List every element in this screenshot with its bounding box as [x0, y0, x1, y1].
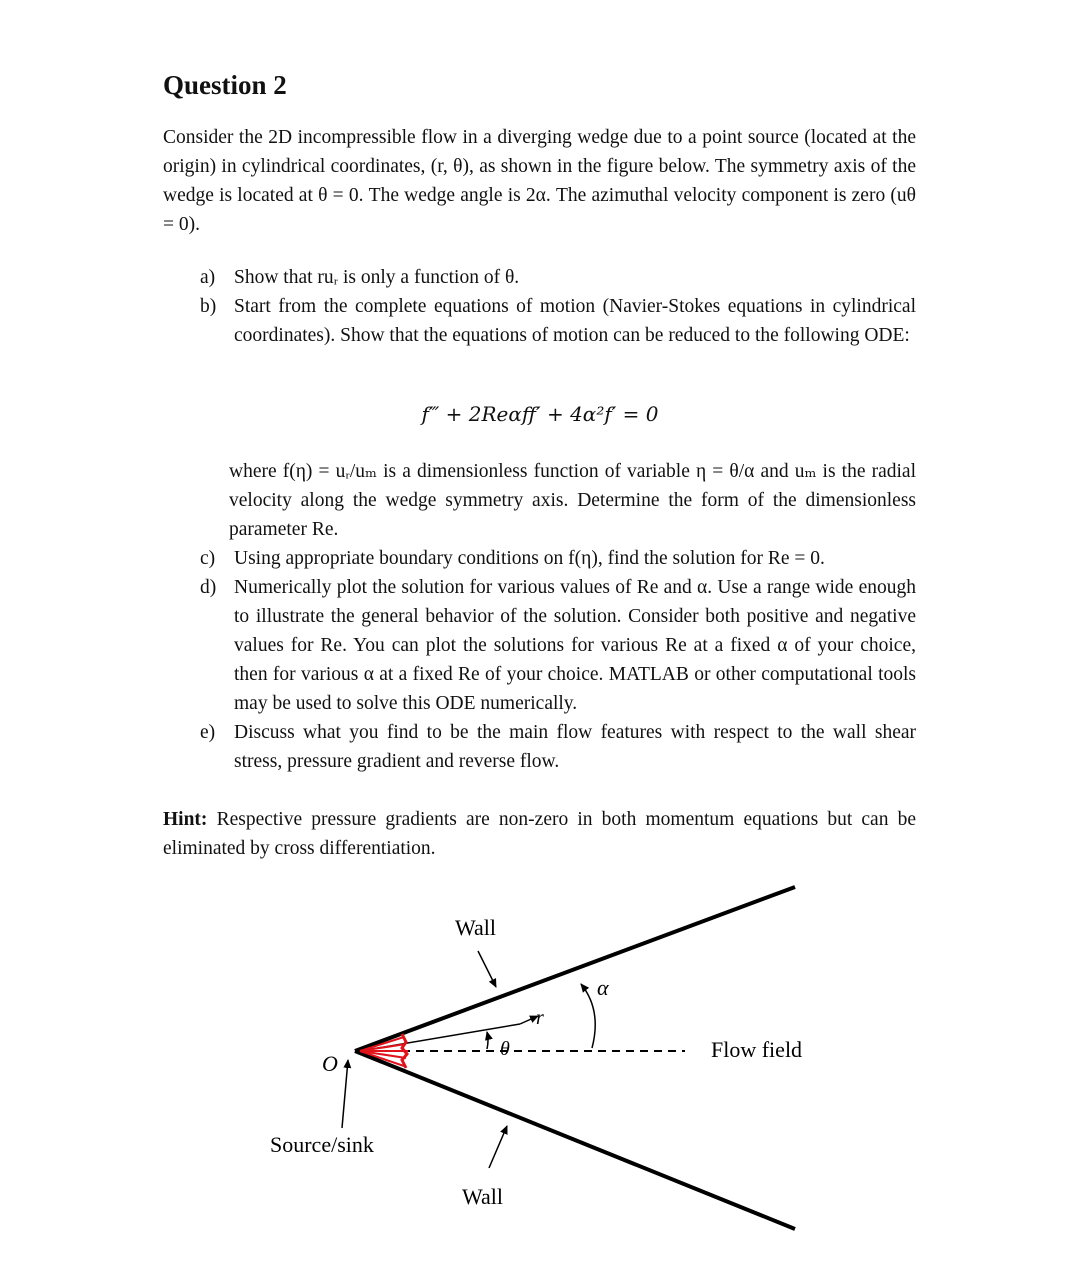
- origin-label: O: [322, 1051, 338, 1076]
- alpha-label: α: [597, 975, 609, 1000]
- lower-wall-line: [355, 1051, 795, 1229]
- question-title: Question 2: [163, 70, 287, 100]
- part-a-text: Show that ruᵣ is only a function of θ.: [234, 267, 520, 288]
- part-a-label: a): [200, 267, 216, 288]
- bottom-wall-arrow: [489, 1126, 507, 1168]
- where-paragraph: where f(η) = uᵣ/uₘ is a dimensionless function of variable η = θ/α and uₘ is the radial velocity along the wedge symmetry axis. Determine the form of the dimensionless parameter Re.: [229, 461, 916, 540]
- part-e-label: e): [200, 722, 216, 743]
- ode-equation: f‴ + 2Reαff′ + 4α²f′ = 0: [421, 402, 659, 426]
- theta-arc-icon: [487, 1032, 488, 1049]
- theta-label: θ: [500, 1038, 510, 1060]
- part-b-text: Start from the complete equations of motion (Navier-Stokes equations in cylindrical coordinates). Show that the equations of motion can be reduced to the following ODE:: [234, 296, 916, 346]
- part-c-label: c): [200, 548, 216, 569]
- part-c-text: Using appropriate boundary conditions on f(η), find the solution for Re = 0.: [234, 548, 825, 569]
- upper-wall-line: [355, 887, 795, 1051]
- part-e-text: Discuss what you find to be the main flow features with respect to the wall shear stress, pressure gradient and reverse flow.: [234, 722, 916, 772]
- top-wall-arrow: [478, 951, 496, 987]
- part-b-label: b): [200, 296, 217, 317]
- bottom-wall-label: Wall: [462, 1184, 503, 1209]
- flow-field-label: Flow field: [711, 1037, 803, 1062]
- source-sink-label: Source/sink: [270, 1132, 374, 1157]
- top-wall-label: Wall: [455, 915, 496, 940]
- part-d-text: Numerically plot the solution for various values of Re and α. Use a range wide enough to illustrate the general behavior of the solution. Consider both positive and negative values for Re. You can plot the solutions for various Re at a fixed α of your choice, then for various α at a fixed Re of your choice. MATLAB or other computational tools may be used to solve this ODE numerically.: [234, 577, 916, 714]
- alpha-arc-icon: [581, 984, 595, 1048]
- intro-paragraph: Consider the 2D incompressible flow in a diverging wedge due to a point source (located at the origin) in cylindrical coordinates, (r, θ), as shown in the figure below. The symmetry axis of the wedge is located at θ = 0. The wedge angle is 2α. The azimuthal velocity component is zero (uθ = 0).: [163, 127, 916, 235]
- r-label: r: [536, 1007, 544, 1029]
- hint-label: Hint:: [163, 809, 208, 830]
- source-arrow: [342, 1060, 348, 1128]
- hint-text: Respective pressure gradients are non-zero in both momentum equations but can be eliminated by cross differentiation.: [163, 809, 916, 859]
- part-d-label: d): [200, 577, 217, 598]
